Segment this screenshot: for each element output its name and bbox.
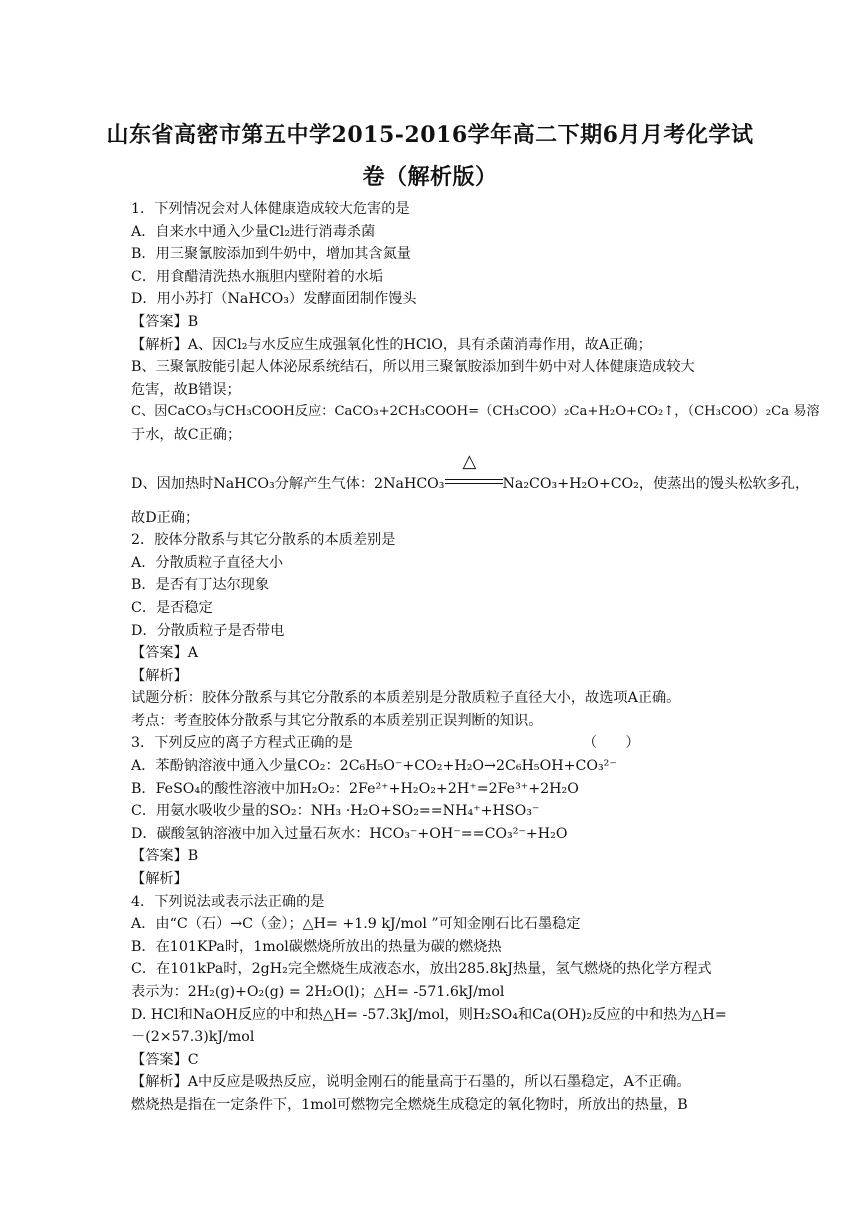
question-1-analysis-d-cont: 故D正确； <box>131 509 200 526</box>
question-2-analysis-label: 【解析】 <box>131 667 188 684</box>
question-3-option-a: A．苯酚钠溶液中通入少量CO₂：2C₆H₅O⁻+CO₂+H₂O→2C₆H₅OH+CO₃²⁻ <box>131 758 617 775</box>
question-1-option-c: C．用食醋清洗热水瓶胆内壁附着的水垢 <box>131 268 384 285</box>
question-3-answer: 【答案】B <box>131 848 199 865</box>
question-3-stem <box>131 732 737 755</box>
question-1-analysis-d <box>131 447 810 503</box>
delta-icon: △ <box>462 451 477 473</box>
question-2-option-c: C．是否稳定 <box>131 599 213 616</box>
question-2-option-a: A．分散质粒子直径大小 <box>131 554 284 571</box>
question-1-stem: 1．下列情况会对人体健康造成较大危害的是 <box>131 201 410 217</box>
analysis-d-text-right: Na₂CO₃+H₂O+CO₂，使蒸出的馒头松软多孔， <box>502 475 810 492</box>
analysis-d-text-left: D、因加热时NaHCO₃分解产生气体：2NaHCO₃ <box>131 475 445 492</box>
question-4-option-d-cont: －(2×57.3)kJ/mol <box>131 1029 255 1046</box>
question-4-analysis: 【解析】A中反应是吸热反应，说明金刚石的能量高于石墨的，所以石墨稳定，A不正确。 <box>131 1074 691 1091</box>
question-3-text: 3．下列反应的离子方程式正确的是 <box>131 735 353 752</box>
question-4-option-c-cont: 表示为：2H₂(g)+O₂(g) = 2H₂O(l)；△H= -571.6kJ/mol <box>131 984 505 1000</box>
heating-equals-sign <box>445 451 503 495</box>
question-4-analysis-cont: 燃烧热是指在一定条件下，1mol可燃物完全燃烧生成稳定的氧化物时，所放出的热量，B <box>131 1096 688 1113</box>
question-3-option-d: D．碳酸氢钠溶液中加入过量石灰水：HCO₃⁻+OH⁻==CO₃²⁻+H₂O <box>131 825 568 842</box>
document-body <box>131 198 820 1117</box>
question-2-analysis: 试题分析：胶体分散系与其它分散系的本质差别是分散质粒子直径大小，故选项A正确。 <box>131 690 681 707</box>
question-2-stem: 2．胶体分散系与其它分散系的本质差别是 <box>131 532 396 549</box>
question-3-answer-blank: （ ） <box>582 735 640 752</box>
question-4-option-d: D. HCl和NaOH反应的中和热△H= -57.3kJ/mol，则H₂SO₄和Ca(OH)₂反应的中和热为△H= <box>131 1006 727 1023</box>
question-2-option-b: B．是否有丁达尔现象 <box>131 577 270 594</box>
question-1-answer: 【答案】B <box>131 313 199 330</box>
document-title-line-1: 山东省高密市第五中学2015-2016学年高二下期6月月考化学试 <box>106 122 754 148</box>
question-4-option-b: B．在101KPa时，1mol碳燃烧所放出的热量为碳的燃烧热 <box>131 938 502 955</box>
question-1-option-b: B．用三聚氰胺添加到牛奶中，增加其含氮量 <box>131 246 411 263</box>
question-1-analysis-c: C、因CaCO₃与CH₃COOH反应：CaCO₃+2CH₃COOH=（CH₃COO）₂Ca+H₂O+CO₂↑，（CH₃COO）₂Ca 易溶 <box>131 404 820 420</box>
question-1-analysis-c-cont: 于水，故C正确； <box>131 426 242 443</box>
document-title-line-2: 卷（解析版） <box>362 164 498 190</box>
question-4-stem: 4．下列说法或表示法正确的是 <box>131 893 325 910</box>
question-1-option-a: A．自来水中通入少量Cl₂进行消毒杀菌 <box>131 223 376 240</box>
question-3-option-b: B．FeSO₄的酸性溶液中加H₂O₂：2Fe²⁺+H₂O₂+2H⁺=2Fe³⁺+2H₂O <box>131 780 579 797</box>
question-2-option-d: D．分散质粒子是否带电 <box>131 622 285 639</box>
question-1-analysis: 【解析】A、因Cl₂与水反应生成强氧化性的HClO，具有杀菌消毒作用，故A正确； <box>131 336 652 353</box>
question-1-analysis-b: B、三聚氰胺能引起人体泌尿系统结石，所以用三聚氰胺添加到牛奶中对人体健康造成较大 <box>131 359 695 376</box>
question-3-option-c: C．用氨水吸收少量的SO₂：NH₃ ·H₂O+SO₂==NH₄⁺+HSO₃⁻ <box>131 803 540 820</box>
question-4-option-a: A．由“C（石）→C（金）；△H= +1.9 kJ/mol ”可知金刚石比石墨稳定 <box>131 916 581 933</box>
question-2-answer: 【答案】A <box>131 645 198 662</box>
question-2-knowledge-point: 考点：考查胶体分散系与其它分散系的本质差别正误判断的知识。 <box>131 712 543 729</box>
question-3-analysis-label: 【解析】 <box>131 871 188 888</box>
question-4-option-c: C．在101kPa时，2gH₂完全燃烧生成液态水，放出285.8kJ热量，氢气燃烧的热化学方程式 <box>131 961 712 978</box>
question-1-analysis-b-cont: 危害，故B错误； <box>131 381 241 398</box>
question-4-answer: 【答案】C <box>131 1051 199 1068</box>
question-1-option-d: D．用小苏打（NaHCO₃）发酵面团制作馒头 <box>131 291 417 308</box>
